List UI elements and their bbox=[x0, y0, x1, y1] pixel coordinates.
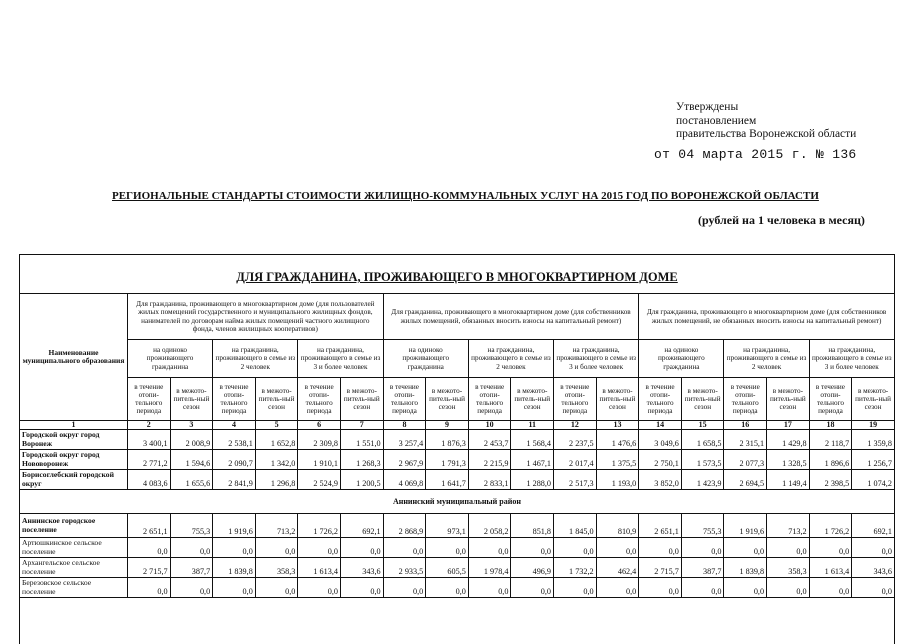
value-cell: 0,0 bbox=[213, 538, 256, 558]
table-row bbox=[20, 430, 895, 450]
column-number: 4 bbox=[213, 421, 256, 430]
document-title: РЕГИОНАЛЬНЫЕ СТАНДАРТЫ СТОИМОСТИ ЖИЛИЩНО-КОММУНАЛЬНЫХ УСЛУГ НА 2015 ГОД ПО ВОРОНЕЖСКОЙ ОБЛАСТИ bbox=[112, 190, 819, 202]
value-cell: 358,3 bbox=[255, 558, 298, 578]
value-cell: 0,0 bbox=[383, 538, 426, 558]
value-cell: 0,0 bbox=[511, 578, 554, 598]
subgroup-header: на гражданина, проживающего в семье из 2 человек bbox=[724, 340, 809, 378]
value-cell: 1 839,8 bbox=[724, 558, 767, 578]
value-cell: 2 058,2 bbox=[468, 514, 511, 538]
value-cell: 0,0 bbox=[426, 578, 469, 598]
standards-table bbox=[19, 293, 895, 598]
season-nonheating-header: в межото-питель-ный сезон bbox=[255, 378, 298, 421]
group-header: Для гражданина, проживающего в многоквартирном доме (для собственников жилых помещений, обязанных вносить взносы на капитальный ремонт) bbox=[383, 294, 639, 340]
value-cell: 0,0 bbox=[170, 578, 213, 598]
value-cell: 4 083,6 bbox=[128, 470, 171, 490]
table-row bbox=[20, 421, 895, 430]
value-cell: 2 215,9 bbox=[468, 450, 511, 470]
value-cell: 1 919,6 bbox=[213, 514, 256, 538]
value-cell: 2 309,8 bbox=[298, 430, 341, 450]
row-header: Наименование муниципального образования bbox=[20, 294, 128, 421]
value-cell: 0,0 bbox=[681, 578, 724, 598]
value-cell: 973,1 bbox=[426, 514, 469, 538]
value-cell: 0,0 bbox=[383, 578, 426, 598]
value-cell: 1 200,5 bbox=[340, 470, 383, 490]
season-heating-header: в течение отопи-тельного периода bbox=[639, 378, 682, 421]
units-note: (рублей на 1 человека в месяц) bbox=[698, 213, 865, 227]
table-row bbox=[20, 514, 895, 538]
value-cell: 0,0 bbox=[213, 578, 256, 598]
settlement-name: Березовское сельское поселение bbox=[20, 578, 128, 598]
value-cell: 462,4 bbox=[596, 558, 639, 578]
value-cell: 0,0 bbox=[852, 538, 895, 558]
approval-date-stamp: от 04 марта 2015 г. № 136 bbox=[654, 147, 857, 162]
season-nonheating-header: в межото-питель-ный сезон bbox=[426, 378, 469, 421]
value-cell: 1 613,4 bbox=[298, 558, 341, 578]
value-cell: 2 694,5 bbox=[724, 470, 767, 490]
value-cell: 0,0 bbox=[724, 538, 767, 558]
value-cell: 2 017,4 bbox=[554, 450, 597, 470]
value-cell: 1 732,2 bbox=[554, 558, 597, 578]
value-cell: 2 008,9 bbox=[170, 430, 213, 450]
table-row bbox=[20, 558, 895, 578]
value-cell: 1 613,4 bbox=[809, 558, 852, 578]
season-heating-header: в течение отопи-тельного периода bbox=[128, 378, 171, 421]
season-nonheating-header: в межото-питель-ный сезон bbox=[596, 378, 639, 421]
value-cell: 1 726,2 bbox=[809, 514, 852, 538]
subgroup-header: на гражданина, проживающего в семье из 3 и более человек bbox=[554, 340, 639, 378]
value-cell: 1 268,3 bbox=[340, 450, 383, 470]
value-cell: 0,0 bbox=[681, 538, 724, 558]
value-cell: 343,6 bbox=[340, 558, 383, 578]
season-heating-header: в течение отопи-тельного периода bbox=[383, 378, 426, 421]
value-cell: 1 896,6 bbox=[809, 450, 852, 470]
value-cell: 2 651,1 bbox=[639, 514, 682, 538]
section-title: ДЛЯ ГРАЖДАНИНА, ПРОЖИВАЮЩЕГО В МНОГОКВАРТИРНОМ ДОМЕ bbox=[236, 270, 678, 284]
value-cell: 1 467,1 bbox=[511, 450, 554, 470]
value-cell: 1 594,6 bbox=[170, 450, 213, 470]
season-heating-header: в течение отопи-тельного периода bbox=[213, 378, 256, 421]
value-cell: 810,9 bbox=[596, 514, 639, 538]
value-cell: 2 771,2 bbox=[128, 450, 171, 470]
value-cell: 358,3 bbox=[767, 558, 810, 578]
table-row bbox=[20, 378, 895, 421]
settlement-name: Архангельское сельское поселение bbox=[20, 558, 128, 578]
approval-block bbox=[676, 101, 856, 142]
value-cell: 2 933,5 bbox=[383, 558, 426, 578]
value-cell: 1 476,6 bbox=[596, 430, 639, 450]
subgroup-header: на гражданина, проживающего в семье из 3 и более человек bbox=[809, 340, 894, 378]
value-cell: 0,0 bbox=[255, 578, 298, 598]
value-cell: 605,5 bbox=[426, 558, 469, 578]
value-cell: 1 296,8 bbox=[255, 470, 298, 490]
season-heating-header: в течение отопи-тельного периода bbox=[809, 378, 852, 421]
season-nonheating-header: в межото-питель-ный сезон bbox=[852, 378, 895, 421]
value-cell: 1 910,1 bbox=[298, 450, 341, 470]
value-cell: 0,0 bbox=[468, 538, 511, 558]
value-cell: 2 967,9 bbox=[383, 450, 426, 470]
value-cell: 1 919,6 bbox=[724, 514, 767, 538]
season-nonheating-header: в межото-питель-ный сезон bbox=[170, 378, 213, 421]
value-cell: 2 841,9 bbox=[213, 470, 256, 490]
value-cell: 1 288,0 bbox=[511, 470, 554, 490]
value-cell: 2 868,9 bbox=[383, 514, 426, 538]
column-number: 13 bbox=[596, 421, 639, 430]
table-row bbox=[20, 340, 895, 378]
value-cell: 1 573,5 bbox=[681, 450, 724, 470]
season-nonheating-header: в межото-питель-ный сезон bbox=[511, 378, 554, 421]
value-cell: 2 538,1 bbox=[213, 430, 256, 450]
column-number: 10 bbox=[468, 421, 511, 430]
district-heading: Аннинский муниципальный район bbox=[20, 490, 895, 514]
value-cell: 2 118,7 bbox=[809, 430, 852, 450]
value-cell: 0,0 bbox=[298, 578, 341, 598]
value-cell: 0,0 bbox=[809, 578, 852, 598]
value-cell: 1 978,4 bbox=[468, 558, 511, 578]
value-cell: 387,7 bbox=[170, 558, 213, 578]
season-nonheating-header: в межото-питель-ный сезон bbox=[767, 378, 810, 421]
value-cell: 0,0 bbox=[596, 538, 639, 558]
subgroup-header: на гражданина, проживающего в семье из 3 и более человек bbox=[298, 340, 383, 378]
value-cell: 3 852,0 bbox=[639, 470, 682, 490]
subgroup-header: на одиноко проживающего гражданина bbox=[639, 340, 724, 378]
value-cell: 2 833,1 bbox=[468, 470, 511, 490]
column-number: 19 bbox=[852, 421, 895, 430]
value-cell: 0,0 bbox=[511, 538, 554, 558]
value-cell: 0,0 bbox=[340, 578, 383, 598]
value-cell: 0,0 bbox=[767, 578, 810, 598]
value-cell: 2 090,7 bbox=[213, 450, 256, 470]
column-number: 16 bbox=[724, 421, 767, 430]
subgroup-header: на одиноко проживающего гражданина bbox=[383, 340, 468, 378]
column-number: 3 bbox=[170, 421, 213, 430]
value-cell: 0,0 bbox=[767, 538, 810, 558]
table-row bbox=[20, 578, 895, 598]
value-cell: 692,1 bbox=[852, 514, 895, 538]
column-number: 14 bbox=[639, 421, 682, 430]
value-cell: 0,0 bbox=[596, 578, 639, 598]
column-number: 7 bbox=[340, 421, 383, 430]
value-cell: 3 049,6 bbox=[639, 430, 682, 450]
value-cell: 2 237,5 bbox=[554, 430, 597, 450]
value-cell: 713,2 bbox=[255, 514, 298, 538]
season-heating-header: в течение отопи-тельного периода bbox=[298, 378, 341, 421]
table-row bbox=[20, 490, 895, 514]
value-cell: 0,0 bbox=[255, 538, 298, 558]
value-cell: 851,8 bbox=[511, 514, 554, 538]
column-number: 17 bbox=[767, 421, 810, 430]
approval-line-3: правительства Воронежской области bbox=[676, 128, 857, 140]
column-number: 2 bbox=[128, 421, 171, 430]
value-cell: 0,0 bbox=[170, 538, 213, 558]
value-cell: 387,7 bbox=[681, 558, 724, 578]
value-cell: 1 429,8 bbox=[767, 430, 810, 450]
value-cell: 1 256,7 bbox=[852, 450, 895, 470]
table-row bbox=[20, 470, 895, 490]
season-heating-header: в течение отопи-тельного периода bbox=[468, 378, 511, 421]
group-header: Для гражданина, проживающего в многоквартирном доме (для собственников жилых помещений, не обязанных вносить взносы на капитальный ремонт) bbox=[639, 294, 895, 340]
table-row bbox=[20, 294, 895, 340]
value-cell: 0,0 bbox=[809, 538, 852, 558]
value-cell: 1 568,4 bbox=[511, 430, 554, 450]
value-cell: 2 651,1 bbox=[128, 514, 171, 538]
value-cell: 1 791,3 bbox=[426, 450, 469, 470]
value-cell: 713,2 bbox=[767, 514, 810, 538]
approval-line-1: Утверждены bbox=[676, 101, 739, 113]
value-cell: 2 453,7 bbox=[468, 430, 511, 450]
value-cell: 2 524,9 bbox=[298, 470, 341, 490]
season-nonheating-header: в межото-питель-ный сезон bbox=[340, 378, 383, 421]
season-nonheating-header: в межото-питель-ный сезон bbox=[681, 378, 724, 421]
column-number: 5 bbox=[255, 421, 298, 430]
settlement-name: Аннинское городское поселение bbox=[20, 514, 128, 538]
value-cell: 1 839,8 bbox=[213, 558, 256, 578]
value-cell: 2 715,7 bbox=[128, 558, 171, 578]
value-cell: 1 328,5 bbox=[767, 450, 810, 470]
value-cell: 1 652,8 bbox=[255, 430, 298, 450]
standards-sheet bbox=[19, 254, 895, 644]
value-cell: 1 726,2 bbox=[298, 514, 341, 538]
value-cell: 343,6 bbox=[852, 558, 895, 578]
value-cell: 0,0 bbox=[639, 538, 682, 558]
value-cell: 0,0 bbox=[128, 538, 171, 558]
value-cell: 0,0 bbox=[554, 538, 597, 558]
value-cell: 755,3 bbox=[681, 514, 724, 538]
value-cell: 2 398,5 bbox=[809, 470, 852, 490]
value-cell: 1 193,0 bbox=[596, 470, 639, 490]
value-cell: 1 149,4 bbox=[767, 470, 810, 490]
value-cell: 0,0 bbox=[724, 578, 767, 598]
column-number: 18 bbox=[809, 421, 852, 430]
value-cell: 1 423,9 bbox=[681, 470, 724, 490]
value-cell: 1 658,5 bbox=[681, 430, 724, 450]
subgroup-header: на одиноко проживающего гражданина bbox=[128, 340, 213, 378]
value-cell: 0,0 bbox=[852, 578, 895, 598]
value-cell: 0,0 bbox=[128, 578, 171, 598]
value-cell: 0,0 bbox=[340, 538, 383, 558]
municipality-name: Городской округ город Воронеж bbox=[20, 430, 128, 450]
column-number: 9 bbox=[426, 421, 469, 430]
value-cell: 1 655,6 bbox=[170, 470, 213, 490]
value-cell: 496,9 bbox=[511, 558, 554, 578]
settlement-name: Артюшкинское сельское поселение bbox=[20, 538, 128, 558]
value-cell: 0,0 bbox=[298, 538, 341, 558]
value-cell: 1 375,5 bbox=[596, 450, 639, 470]
column-number: 6 bbox=[298, 421, 341, 430]
column-number: 8 bbox=[383, 421, 426, 430]
municipality-name: Борисоглебский городской округ bbox=[20, 470, 128, 490]
value-cell: 3 400,1 bbox=[128, 430, 171, 450]
value-cell: 0,0 bbox=[554, 578, 597, 598]
value-cell: 2 517,3 bbox=[554, 470, 597, 490]
value-cell: 2 715,7 bbox=[639, 558, 682, 578]
value-cell: 4 069,8 bbox=[383, 470, 426, 490]
season-heating-header: в течение отопи-тельного периода bbox=[554, 378, 597, 421]
value-cell: 0,0 bbox=[639, 578, 682, 598]
column-number: 11 bbox=[511, 421, 554, 430]
table-row bbox=[20, 538, 895, 558]
subgroup-header: на гражданина, проживающего в семье из 2 человек bbox=[213, 340, 298, 378]
column-number: 12 bbox=[554, 421, 597, 430]
value-cell: 1 551,0 bbox=[340, 430, 383, 450]
value-cell: 1 641,7 bbox=[426, 470, 469, 490]
value-cell: 1 074,2 bbox=[852, 470, 895, 490]
value-cell: 1 845,0 bbox=[554, 514, 597, 538]
group-header: Для гражданина, проживающего в многоквартирном доме (для пользователей жилых помещений государственного и муниципального жилищных фондов, нанимателей по договорам найма жилых помещений частного жилищного фонда, членов жилищных кооперативов) bbox=[128, 294, 384, 340]
value-cell: 1 342,0 bbox=[255, 450, 298, 470]
column-number: 15 bbox=[681, 421, 724, 430]
value-cell: 3 257,4 bbox=[383, 430, 426, 450]
value-cell: 692,1 bbox=[340, 514, 383, 538]
value-cell: 2 315,1 bbox=[724, 430, 767, 450]
season-heating-header: в течение отопи-тельного периода bbox=[724, 378, 767, 421]
value-cell: 2 077,3 bbox=[724, 450, 767, 470]
table-row bbox=[20, 450, 895, 470]
approval-line-2: постановлением bbox=[676, 114, 757, 127]
value-cell: 2 750,1 bbox=[639, 450, 682, 470]
subgroup-header: на гражданина, проживающего в семье из 2 человек bbox=[468, 340, 553, 378]
municipality-name: Городской округ город Нововоронеж bbox=[20, 450, 128, 470]
value-cell: 1 359,8 bbox=[852, 430, 895, 450]
value-cell: 0,0 bbox=[426, 538, 469, 558]
value-cell: 755,3 bbox=[170, 514, 213, 538]
value-cell: 1 876,3 bbox=[426, 430, 469, 450]
value-cell: 0,0 bbox=[468, 578, 511, 598]
column-number: 1 bbox=[20, 421, 128, 430]
